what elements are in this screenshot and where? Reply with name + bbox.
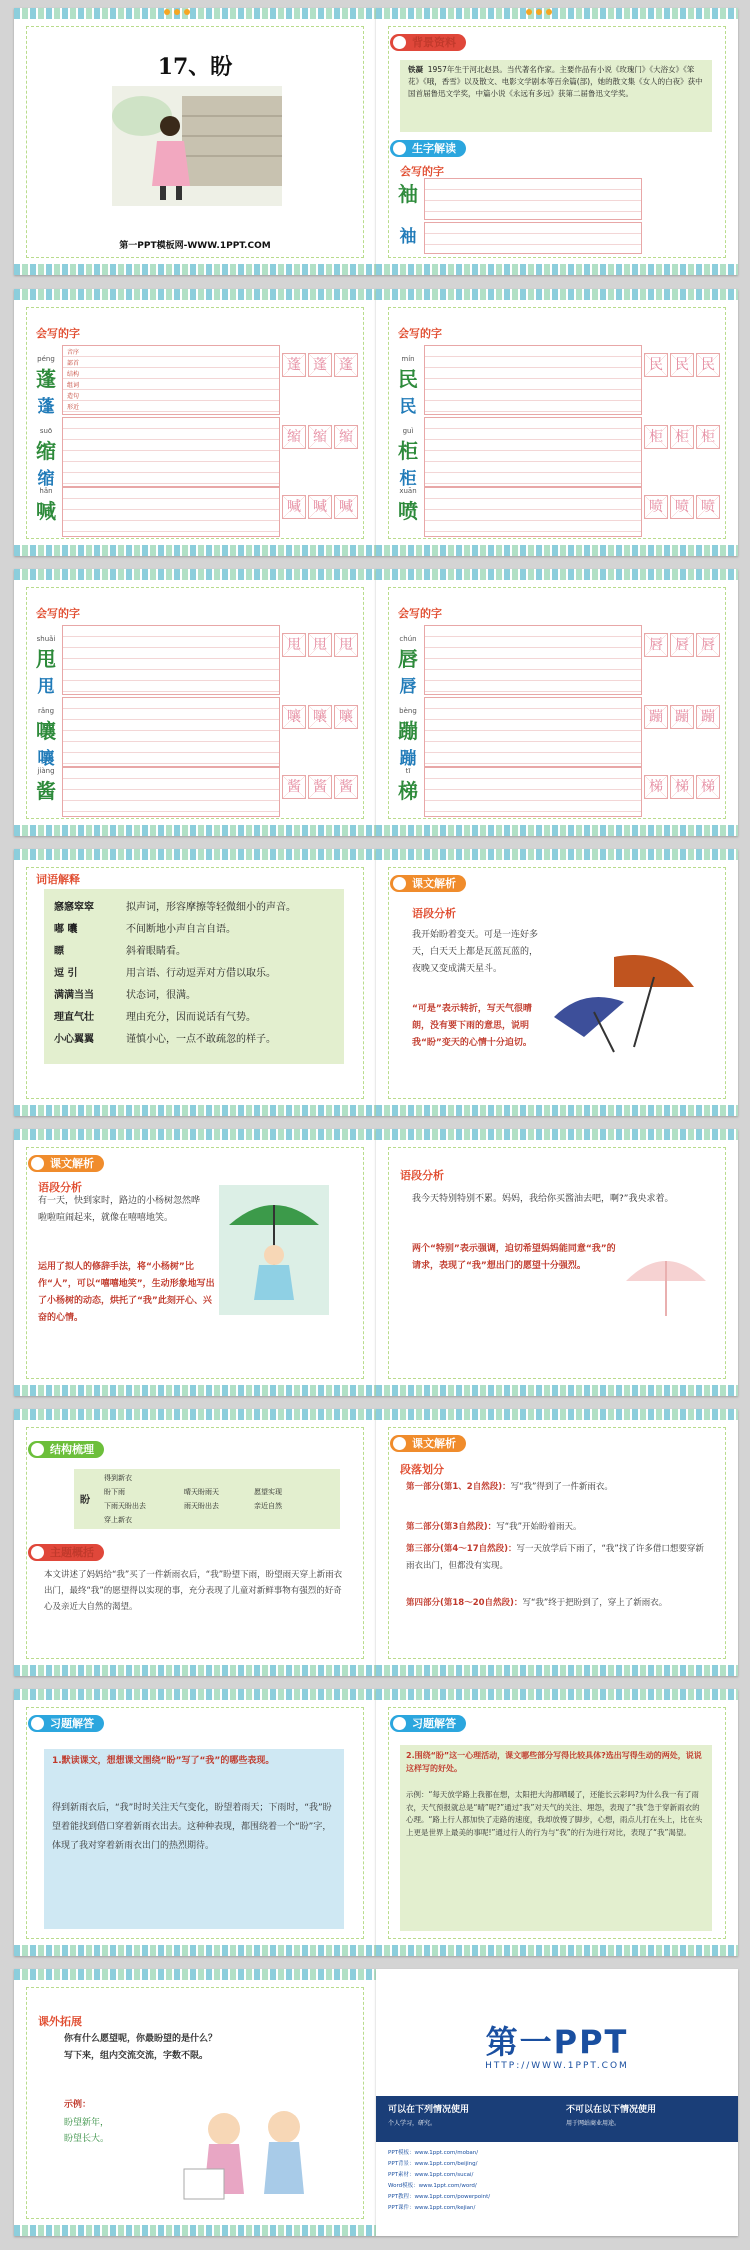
char-card-s2-0: 袖 xyxy=(394,178,720,220)
section-label: 会写的字 xyxy=(36,327,80,340)
example-label: 示例： xyxy=(64,2100,92,2110)
answer: 得到新雨衣后，“我”时时关注天气变化，盼望着雨天；下雨时，“我”盼望着能找到借口穿着新雨衣出去。这种种表现，都围绕着一个“盼”字，体现了我对穿着新雨衣出门的热烈期待。 xyxy=(52,1803,332,1851)
char-card: péng 蓬 蓬 音序 部首 结构 组词 造句 形近 蓬 蓬 蓬 xyxy=(32,345,358,415)
passage: 我今天特别特别不累。妈妈，我给你买酱油去吧，啊?”我央求着。 xyxy=(412,1194,674,1204)
char-card: bèng 蹦 蹦 蹦 蹦 蹦 xyxy=(394,697,720,767)
slide-structure[interactable] xyxy=(14,1409,376,1676)
umbrella-decoration xyxy=(621,1241,711,1321)
part-4: 第四部分(第18～20自然段)：写“我”终于把盼到了，穿上了新雨衣。 xyxy=(406,1598,668,1608)
char-card: jiàng 酱 酱 酱 酱 xyxy=(32,767,358,817)
char-card: rǎng 嚷 嚷 嚷 嚷 嚷 xyxy=(32,697,358,767)
word-row: 窸窸窣窣 拟声词，形容摩擦等轻微细小的声音。 xyxy=(54,902,296,913)
char-card: guì 柜 柜 柜 柜 柜 xyxy=(394,417,720,487)
passage: 有一天，快到家时，路边的小杨树忽然哗啦啦喧闹起来，就像在嘻嘻地笑。 xyxy=(38,1196,201,1223)
structure-tag: 结构梳理 xyxy=(28,1441,104,1458)
char-card: shuǎi 甩 甩 甩 甩 甩 xyxy=(32,625,358,695)
answer: 示例：“每天放学路上我都在想，太阳把大沟都晒暖了，还能长云彩吗?为什么我一有了雨衣，天气预报就总是“晴”呢?”通过“我”对天气的关注、埋怨，表现了“我”急于穿新雨衣的心理。“路上行人都加快了走路的速度，我却放慢了脚步，心想，雨点儿打在头上，比在头上更是世界上最美的事呢!”通过行人的行为与“我”的行为进行对比，表现了“我”渴望。 xyxy=(406,1790,703,1837)
char-card: xuān 喷 喷 喷 喷 xyxy=(394,487,720,537)
slide-vocab[interactable] xyxy=(14,849,376,1116)
char-card: chún 唇 唇 唇 唇 唇 xyxy=(394,625,720,695)
question: 2.围绕“盼”这一心理活动，课文哪些部分写得比较具体?选出写得生动的两处，说说这样写的好处。 xyxy=(406,1751,702,1773)
slide-exercise-2[interactable] xyxy=(376,1689,738,1956)
prompt: 你有什么愿望呢，你最盼望的是什么？写下来，组内交流交流，字数不限。 xyxy=(64,2034,218,2061)
word-list xyxy=(44,889,344,1064)
section-label: 段落划分 xyxy=(400,1463,444,1476)
passage: 我开始盼着变天。可是一连好多天，白天天上都是瓦蓝瓦蓝的，夜晚又变成满天星斗。 xyxy=(412,930,539,974)
part-3: 第三部分(第4～17自然段)：写一天放学后下雨了，“我”找了许多借口想要穿新雨衣出门，但都没有实现。 xyxy=(406,1544,704,1571)
lesson-title: 17、盼 xyxy=(157,54,233,80)
slide-background[interactable] xyxy=(376,8,738,275)
brand-logo: 第一PPT xyxy=(485,2023,629,2061)
slide-exercise-1[interactable] xyxy=(14,1689,376,1956)
char-card: mín 民 民 民 民 民 xyxy=(394,345,720,415)
char-card: hǎn 喊 喊 喊 喊 xyxy=(32,487,358,537)
example-line-2: 盼望长大。 xyxy=(64,2134,110,2144)
section-label: 语段分析 xyxy=(400,1169,444,1182)
background-tag: 背景资料 xyxy=(390,34,466,51)
slide-chars-3[interactable] xyxy=(14,569,376,836)
slide-chars-2[interactable] xyxy=(376,289,738,556)
girl-illustration xyxy=(112,86,282,206)
section-label: 课外拓展 xyxy=(38,2015,82,2028)
part-2: 第二部分(第3自然段)：写“我”开始盼着雨天。 xyxy=(406,1522,582,1532)
section-label: 会写的字 xyxy=(398,607,442,620)
char-card: suō 缩 缩 缩 缩 缩 xyxy=(32,417,358,487)
new-words-tag: 生字解读 xyxy=(390,140,466,157)
analysis-tag: 课文解析 xyxy=(390,1435,466,1452)
slide-analysis-1[interactable] xyxy=(376,849,738,1116)
word-row: 理直气壮 理由充分，因而说话有气势。 xyxy=(54,1012,256,1023)
children-illustration xyxy=(164,2099,334,2209)
section-label: 词语解释 xyxy=(36,873,80,886)
exercise-tag: 习题解答 xyxy=(390,1715,466,1732)
author-box: 铁凝 1957年生于河北赵县。当代著名作家。主要作品有小说《玫瑰门》《大浴女》《笨花》《哦，香雪》以及散文、电影文学剧本等百余篇(部)，她的散文集《女人的白夜》获中国首届鲁迅文学奖，中篇小说《永远有多远》获第二届鲁迅文学奖。 xyxy=(400,60,712,132)
exercise-tag: 习题解答 xyxy=(28,1715,104,1732)
char-card: tī 梯 梯 梯 梯 xyxy=(394,767,720,817)
analysis-tag: 课文解析 xyxy=(390,875,466,892)
slide-footer: 第一PPT模板网-WWW.1PPT.COM xyxy=(119,241,271,251)
commentary: 两个“特别”表示强调，迫切希望妈妈能同意“我”的请求，表现了“我”想出门的愿望十分强烈。 xyxy=(412,1244,616,1271)
umbrella-illustration xyxy=(554,947,704,1057)
section-label: 会写的字 xyxy=(36,607,80,620)
section-label: 会写的字 xyxy=(400,165,444,178)
slide-title[interactable] xyxy=(14,8,376,275)
part-1: 第一部分(第1、2自然段)：写“我”得到了一件新雨衣。 xyxy=(406,1482,613,1492)
structure-diagram: 盼 得到新衣 盼下雨 下雨天盼出去 穿上新衣 晴天盼雨天 雨天盼出去 愿望实现 亲近自然 xyxy=(74,1469,340,1529)
section-label: 会写的字 xyxy=(398,327,442,340)
example-line-1: 盼望新年， xyxy=(64,2118,110,2128)
section-label: 语段分析 xyxy=(412,907,456,920)
word-row: 满满当当 状态词，很满。 xyxy=(54,990,196,1001)
commentary: 运用了拟人的修辞手法，将“小杨树”比作“人”，可以“嘻嘻地笑”，生动形象地写出了小杨树的动态，烘托了“我”此刻开心、兴奋的心情。 xyxy=(38,1262,215,1323)
theme-summary: 本文讲述了妈妈给“我”买了一件新雨衣后，“我”盼望下雨，盼望雨天穿上新雨衣出门，最终“我”的愿望得以实现的事，充分表现了儿童对新鲜事物有强烈的好奇心及亲近大自然的渴望。 xyxy=(44,1570,343,1612)
section-label: 语段分析 xyxy=(38,1181,82,1194)
word-row: 瞟 斜着眼睛看。 xyxy=(54,946,186,957)
word-row: 小心翼翼 谨慎小心，一点不敢疏忽的样子。 xyxy=(54,1034,276,1045)
char-card-s2-1: 袖 xyxy=(394,222,720,256)
analysis-tag: 课文解析 xyxy=(28,1155,104,1172)
slide-parts[interactable] xyxy=(376,1409,738,1676)
theme-tag: 主题概括 xyxy=(28,1544,104,1561)
exercise-box xyxy=(44,1749,344,1929)
links-panel: PPT模板：www.1ppt.com/moban/ PPT背景：www.1ppt.com/beijing/ PPT素材：www.1ppt.com/sucai/ Word模板：www.1ppt.com/word/ PPT教程：www.1ppt.com/powerpoint/ PPT课件：www.1ppt.com/kejian/ xyxy=(376,2142,738,2236)
brand-url[interactable]: HTTP://WWW.1PPT.COM xyxy=(485,2061,629,2071)
exercise-box xyxy=(400,1745,712,1931)
word-row: 嘟 囔 不间断地小声自言自语。 xyxy=(54,924,236,935)
slide-extension[interactable] xyxy=(14,1969,376,2236)
word-row: 逗 引 用言语、行动逗弄对方借以取乐。 xyxy=(54,968,276,979)
slide-chars-1[interactable] xyxy=(14,289,376,556)
slide-analysis-3[interactable] xyxy=(376,1129,738,1396)
girl-umbrella-illustration xyxy=(219,1185,329,1315)
commentary: “可是”表示转折，写天气很晴朗，没有要下雨的意思，说明我“盼”变天的心情十分迫切。 xyxy=(412,1004,532,1048)
slide-brand[interactable] xyxy=(376,1969,738,2236)
slide-chars-4[interactable] xyxy=(376,569,738,836)
usage-panel: 可以在下列情况使用 不可以在以下情况使用 个人学习，研究。 用于网站商业用途。 PPT模板：www.1ppt.com/moban/ PPT背景：www.1ppt.com/beijing/ PPT素材：www.1ppt.com/sucai/ Word模板：www.1ppt.com/word/ PPT教程：www.1ppt.com/powerpoint/ PPT课件：www.1ppt.com/kejian/ xyxy=(376,2096,738,2236)
question: 1.默读课文，想想课文围绕“盼”写了“我”的哪些表现。 xyxy=(52,1756,275,1766)
slide-analysis-2[interactable] xyxy=(14,1129,376,1396)
